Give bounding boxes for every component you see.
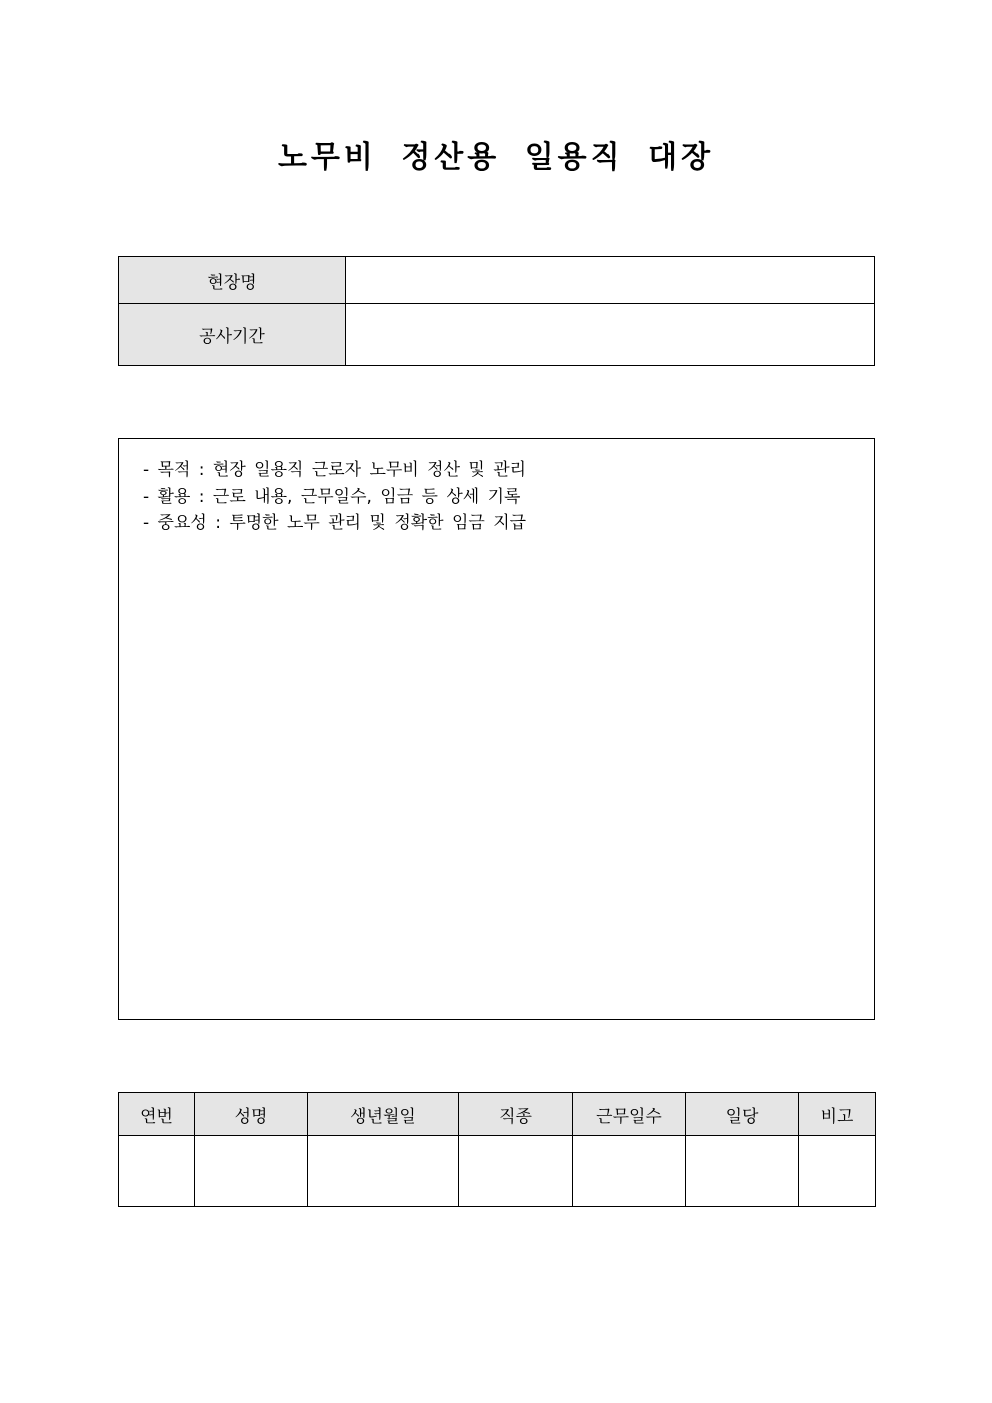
- cell-job-type[interactable]: [459, 1136, 573, 1207]
- site-name-value[interactable]: [346, 257, 875, 304]
- cell-daily-wage[interactable]: [686, 1136, 799, 1207]
- notes-list: [119, 439, 874, 537]
- header-serial-no: 연번: [119, 1093, 195, 1136]
- table-row: [119, 1136, 876, 1207]
- header-birthdate: 생년월일: [308, 1093, 459, 1136]
- site-name-row: [119, 257, 875, 304]
- cell-birthdate[interactable]: [308, 1136, 459, 1207]
- site-info-table: [118, 256, 875, 366]
- note-usage: - 활용 : 근로 내용, 근무일수, 임금 등 상세 기록: [143, 486, 521, 507]
- cell-remarks[interactable]: [799, 1136, 876, 1207]
- header-remarks: 비고: [799, 1093, 876, 1136]
- site-name-label: 현장명: [119, 257, 346, 304]
- notes-box: [118, 438, 875, 1020]
- worker-table-header: [119, 1093, 876, 1136]
- header-daily-wage: 일당: [686, 1093, 799, 1136]
- note-purpose: - 목적 : 현장 일용직 근로자 노무비 정산 및 관리: [143, 460, 527, 480]
- construction-period-row: [119, 304, 875, 366]
- header-work-days: 근무일수: [573, 1093, 686, 1136]
- construction-period-label: 공사기간: [119, 304, 346, 366]
- worker-table: [118, 1092, 876, 1207]
- document-title: 노무비 정산용 일용직 대장: [277, 140, 715, 175]
- cell-name[interactable]: [195, 1136, 308, 1207]
- cell-serial-no[interactable]: [119, 1136, 195, 1207]
- header-job-type: 직종: [459, 1093, 573, 1136]
- construction-period-value[interactable]: [346, 304, 875, 366]
- note-importance: - 중요성 : 투명한 노무 관리 및 정확한 임금 지급: [143, 513, 527, 533]
- header-name: 성명: [195, 1093, 308, 1136]
- cell-work-days[interactable]: [573, 1136, 686, 1207]
